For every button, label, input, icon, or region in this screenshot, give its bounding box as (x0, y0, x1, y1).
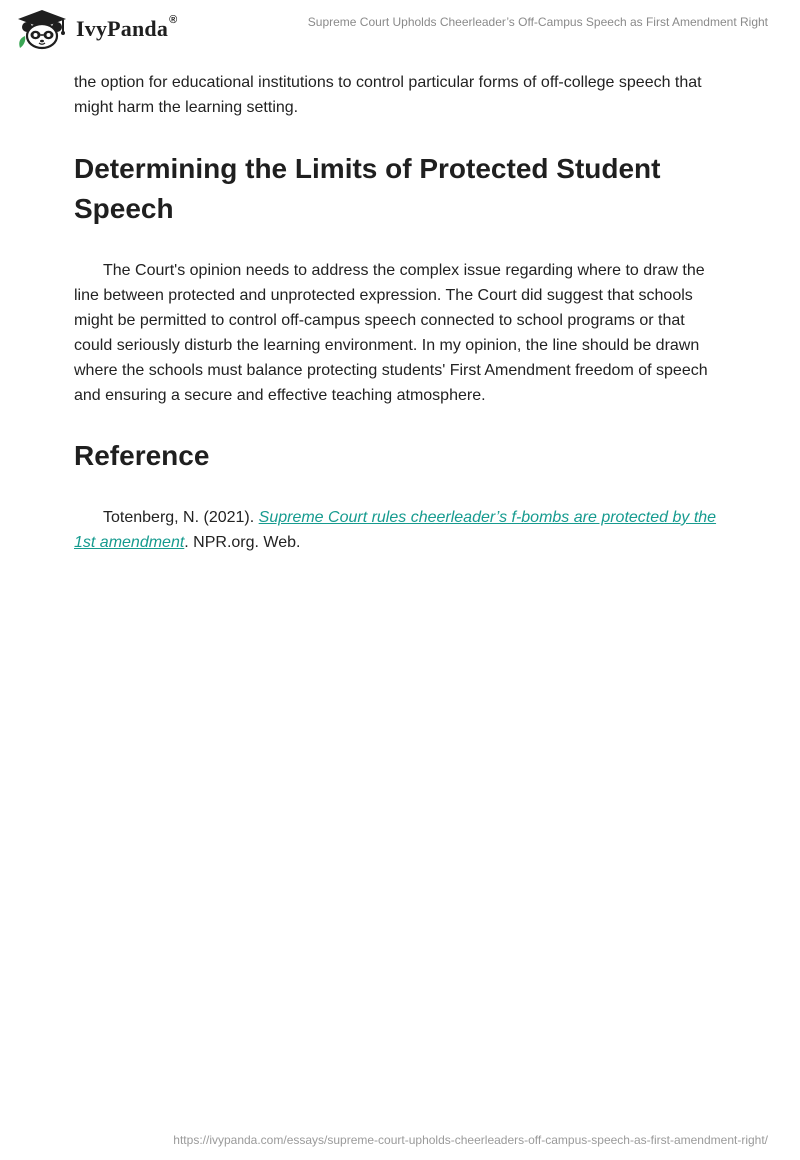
section-heading-limits: Determining the Limits of Protected Student Speech (74, 153, 661, 224)
intro-paragraph: the option for educational institutions to control particular forms of off-college speech that might harm the learning setting. (74, 74, 702, 116)
section-paragraph: The Court's opinion needs to address the complex issue regarding where to draw the line between protected and unprotected expression. The Court did suggest that schools might be permitted to control off-campus speech connected to school programs or that could seriously disturb the learning environment. In my opinion, the line should be drawn where the schools must balance protecting students' First Amendment freedom of speech and ensuring a secure and effective teaching atmosphere. (74, 262, 708, 404)
registered-mark: ® (169, 14, 178, 26)
reference-entry (74, 505, 724, 555)
reference-publisher: . NPR.org. Web. (184, 534, 301, 551)
ivypanda-logo[interactable] (14, 8, 177, 50)
reference-heading: Reference (74, 440, 210, 471)
document-body (74, 70, 724, 555)
document-title: Supreme Court Upholds Cheerleader’s Off-Campus Speech as First Amendment Right (307, 15, 768, 29)
brand-name: IvyPanda® (76, 14, 178, 41)
reference-link[interactable]: Supreme Court rules cheerleader’s f-bombs are protected by the 1st amendment (74, 509, 717, 551)
reference-author-year: Totenberg, N. (2021). (103, 509, 259, 526)
footer-url[interactable]: https://ivypanda.com/essays/supreme-court-upholds-cheerleaders-off-campus-speech-as-first-amendment-right/ (173, 1133, 768, 1147)
panda-graduation-cap-icon (14, 8, 70, 50)
page-header (0, 0, 800, 60)
